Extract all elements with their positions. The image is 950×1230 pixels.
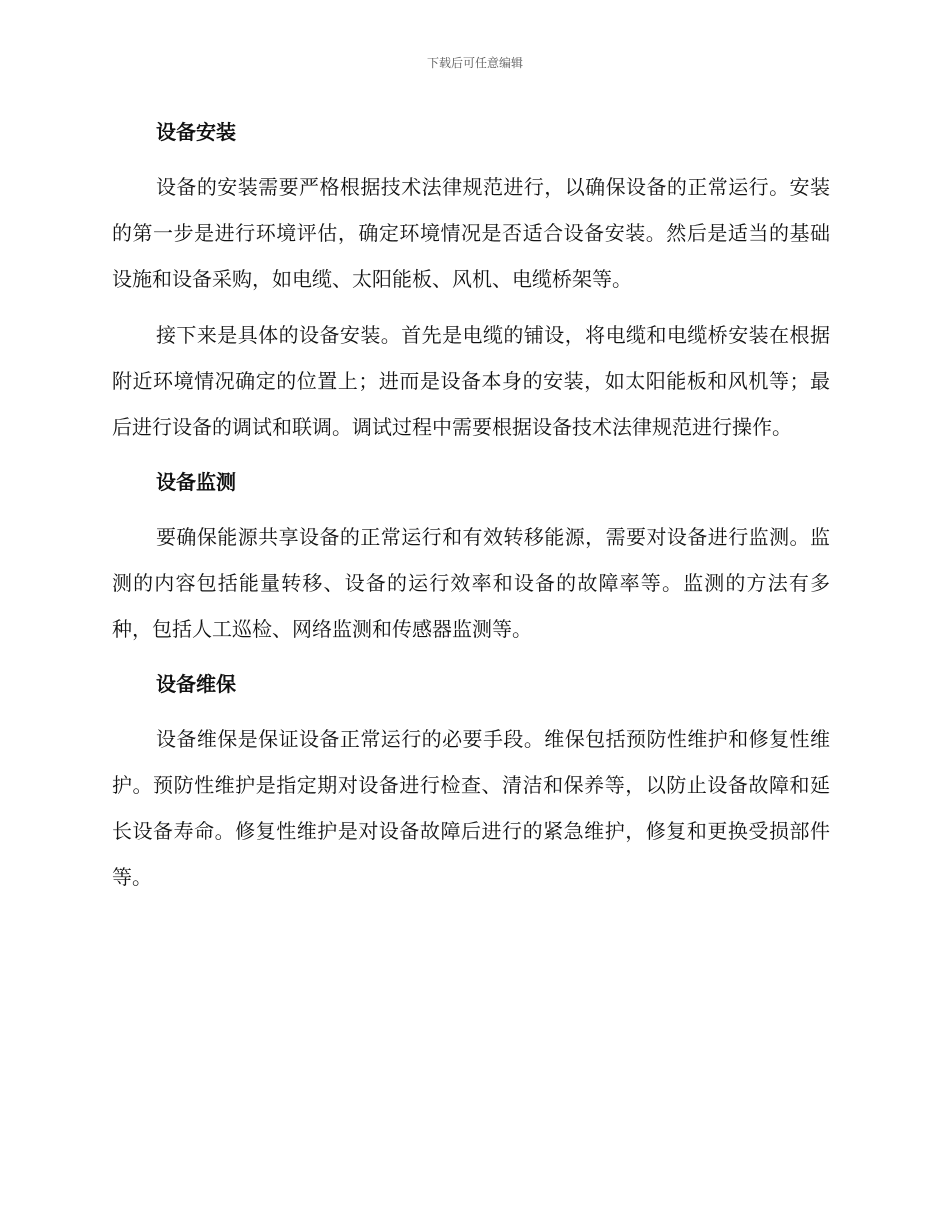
paragraph: 设备的安装需要严格根据技术法律规范进行，以确保设备的正常运行。安装的第一步是进行环境评估，确定环境情况是否适合设备安装。然后是适当的基础设施和设备采购，如电缆、太阳能板、风机、电缆桥架等。 (112, 175, 830, 291)
section-title-maintenance: 设备维保 (156, 672, 236, 696)
section-title-installation: 设备安装 (156, 120, 236, 144)
paragraph: 设备维保是保证设备正常运行的必要手段。维保包括预防性维护和修复性维护。预防性维护是指定期对设备进行检查、清洁和保养等，以防止设备故障和延长设备寿命。修复性维护是对设备故障后进行的紧急维护，修复和更换受损部件等。 (112, 727, 830, 889)
document-body (112, 112, 830, 900)
section-title-monitoring: 设备监测 (156, 470, 236, 494)
paragraph: 接下来是具体的设备安装。首先是电缆的铺设，将电缆和电缆桥安装在根据附近环境情况确定的位置上；进而是设备本身的安装，如太阳能板和风机等；最后进行设备的调试和联调。调试过程中需要根据设备技术法律规范进行操作。 (112, 323, 830, 439)
paragraph: 要确保能源共享设备的正常运行和有效转移能源，需要对设备进行监测。监测的内容包括能量转移、设备的运行效率和设备的故障率等。监测的方法有多种，包括人工巡检、网络监测和传感器监测等。 (112, 525, 830, 641)
page-header: 下载后可任意编辑 (426, 56, 523, 70)
